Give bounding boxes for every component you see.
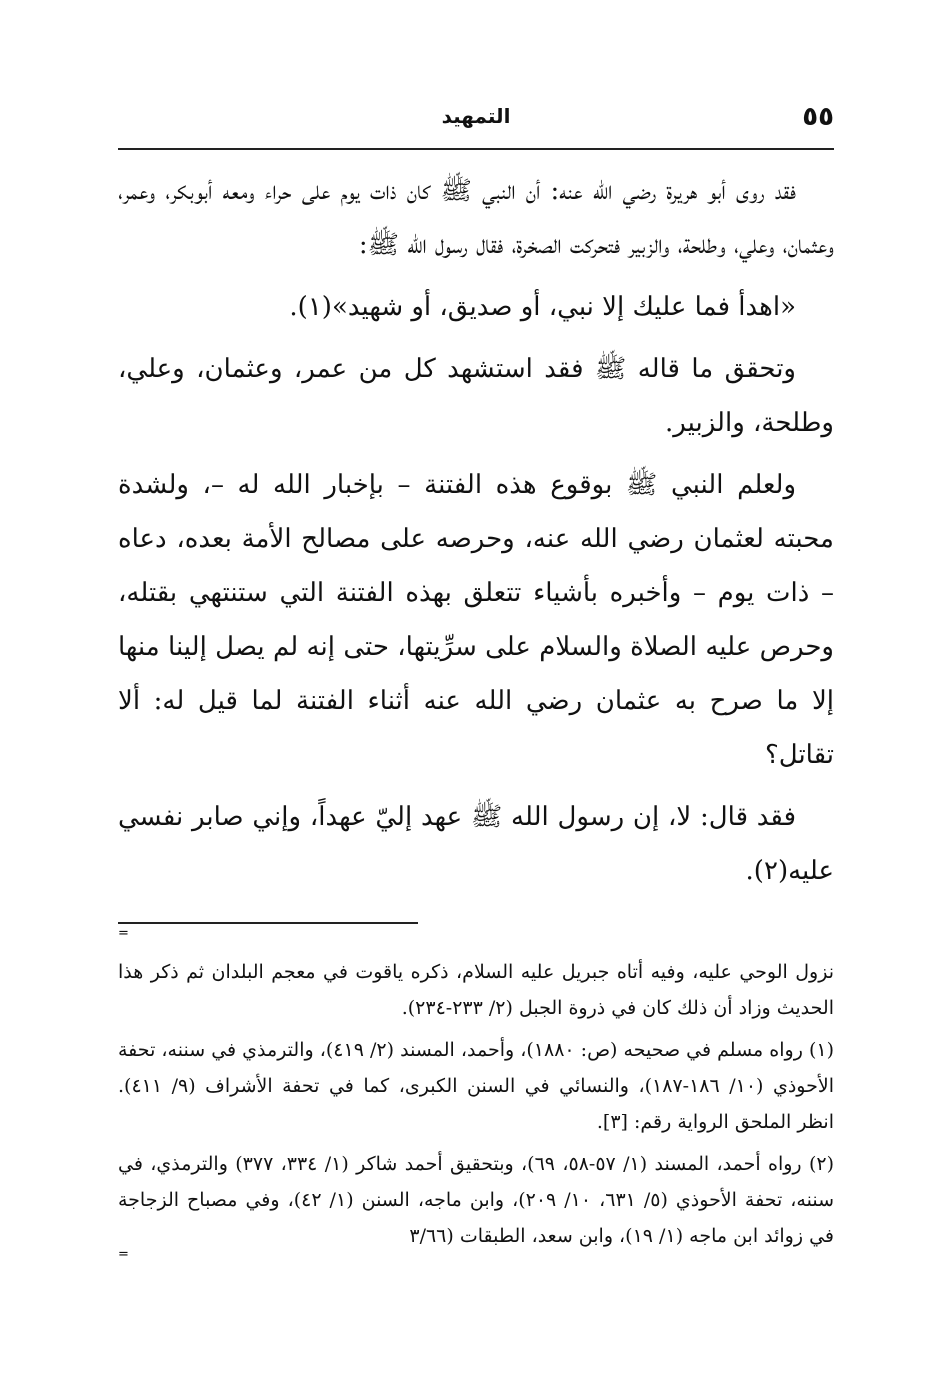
page xyxy=(118,100,834,1260)
footnote-continues-mark: = xyxy=(118,1247,129,1262)
paragraph-fitna: ولعلم النبي ﷺ بوقوع هذه الفتنة – بإخبار الله له –، ولشدة محبته لعثمان رضي الله عنه، وحرصه على مصالح الأمة بعده، دعاه – ذات يوم – وأخبره بأشياء تتعلق بهذه الفتنة التي ستنتهي بقتله، وحرص عليه الصلاة والسلام على سرِّيتها، حتى إنه لم يصل إلينا منها إلا ما صرح به عثمان رضي الله عنه أثناء الفتنة لما قيل له: ألا تقاتل؟ xyxy=(118,470,834,770)
running-header xyxy=(118,100,834,148)
footnotes xyxy=(118,954,834,1260)
paragraph-fulfilment: وتحقق ما قاله ﷺ فقد استشهد كل من عمر، وعثمان، وعلي، وطلحة، والزبير. xyxy=(118,354,834,438)
paragraph-hadith-quote: «اهدأ فما عليك إلا نبي، أو صديق، أو شهيد»(١). xyxy=(289,292,796,322)
footnote-continued-mark: = xyxy=(118,926,129,941)
footnote-separator xyxy=(118,922,834,941)
paragraph-uthman-reply: فقد قال: لا، إن رسول الله ﷺ عهد إليّ عهداً، وإني صابر نفسي عليه(٢). xyxy=(118,802,834,886)
footnote-continued: نزول الوحي عليه، وفيه أتاه جبريل عليه السلام، ذكره ياقوت في معجم البلدان ثم ذكر هذا الحديث وزاد أن ذلك كان في ذروة الجبل (٢/ ٢٣٣-٢٣٤). xyxy=(118,961,834,1019)
footnote-2: (٢) رواه أحمد، المسند (١/ ٥٧-٥٨، ٦٩)، وبتحقيق أحمد شاكر (١/ ٣٣٤، ٣٧٧) والترمذي، في سننه، تحفة الأحوذي (٥/ ٦٣١، ١٠/ ٢٠٩)، وابن ماجه، السنن (١/ ٤٢)، وفي مصباح الزجاجة في زوائد ابن ماجه (١/ ١٩)، وابن سعد، الطبقات (٣/٦٦ xyxy=(118,1153,834,1247)
page-title: التمهيد xyxy=(441,104,511,128)
header-rule xyxy=(118,148,834,150)
footnote-rule xyxy=(118,922,418,924)
main-text xyxy=(118,164,834,898)
footnote-1: (١) رواه مسلم في صحيحه (ص: ١٨٨٠)، وأحمد، المسند (٢/ ٤١٩)، والترمذي في سننه، تحفة الأحوذي (١٠/ ١٨٦-١٨٧)، والنسائي في السنن الكبرى، كما في تحفة الأشراف (٩/ ٤١١). انظر الملحق الرواية رقم: [٣]. xyxy=(118,1039,834,1133)
paragraph-hadith-intro: فقد روى أبو هريرة رضي الله عنه: أن النبي ﷺ كان ذات يوم على حراء ومعه أبوبكر، وعمر، وعثمان، وعلي، وطلحة، والزبير فتحركت الصخرة، فقال رسول الله ﷺ: xyxy=(118,176,834,260)
page-number: ٥٥ xyxy=(802,102,834,132)
